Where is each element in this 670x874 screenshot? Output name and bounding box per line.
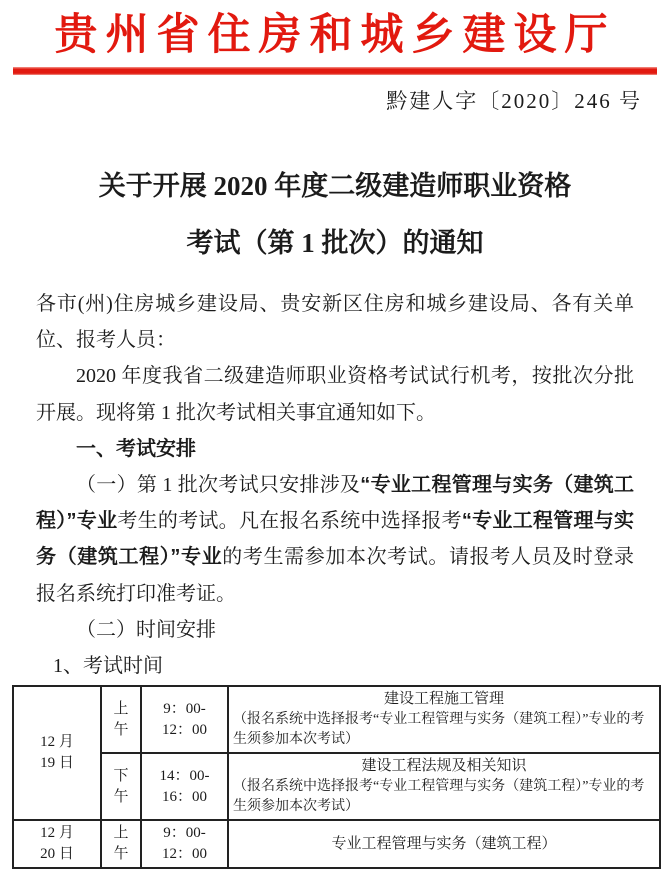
notice-title-line2: 考试（第 1 批次）的通知 bbox=[186, 228, 484, 258]
date-line1: 12 月 bbox=[40, 734, 74, 750]
subject-cell bbox=[228, 686, 660, 753]
subject-title: 建设工程法规及相关知识 bbox=[361, 758, 527, 774]
time-cell bbox=[141, 753, 228, 820]
section-heading-exam-arrangement: 一、考试安排 bbox=[76, 437, 196, 460]
subject-cell bbox=[228, 820, 660, 868]
session-line1: 上 bbox=[113, 700, 129, 717]
time-line2: 12：00 bbox=[161, 721, 207, 738]
text-segment-bold: “专业工程管理与实务（建筑工程）”专业 bbox=[36, 510, 635, 569]
notice-body bbox=[36, 286, 634, 684]
session-line1: 下 bbox=[113, 767, 129, 784]
table-row bbox=[13, 686, 660, 753]
time-line2: 12：00 bbox=[161, 846, 207, 862]
text-segment: 的考生需参加本次考试。请报考人员及时登录报名系统打印准考证。 bbox=[36, 546, 635, 605]
table-row bbox=[13, 820, 660, 868]
time-cell bbox=[141, 686, 228, 753]
item1-paragraph bbox=[36, 467, 634, 612]
subject-note: （报名系统中选择报考“专业工程管理与实务（建筑工程）”专业的考生须参加本次考试） bbox=[233, 779, 645, 814]
date-line2: 20 日 bbox=[40, 846, 74, 862]
subsection-heading-exam-time: 1、考试时间 bbox=[53, 655, 163, 678]
document-number: 黔建人字〔2020〕246 号 bbox=[386, 89, 642, 113]
session-cell-afternoon bbox=[101, 753, 141, 820]
session-cell-morning bbox=[101, 686, 141, 753]
section-heading-time-arrangement: （二）时间安排 bbox=[76, 618, 216, 641]
notice-title-line1: 关于开展 2020 年度二级建造师职业资格 bbox=[98, 171, 572, 201]
time-cell bbox=[141, 820, 228, 868]
session-line2: 午 bbox=[113, 788, 129, 805]
notice-title bbox=[0, 158, 670, 272]
text-segment-bold: “专业工程管理与实务（建筑工程）”专业 bbox=[36, 474, 635, 533]
text-segment: （一）第 1 批次考试只安排涉及 bbox=[76, 474, 361, 497]
date-line1: 12 月 bbox=[40, 825, 74, 841]
salutation: 各市(州)住房城乡建设局、贵安新区住房和城乡建设局、各有关单位、报考人员： bbox=[36, 293, 634, 352]
exam-schedule-table bbox=[12, 685, 661, 869]
session-cell-morning bbox=[101, 820, 141, 868]
subject-note: （报名系统中选择报考“专业工程管理与实务（建筑工程）”专业的考生须参加本次考试） bbox=[233, 712, 645, 747]
session-line1: 上 bbox=[113, 825, 129, 841]
time-line1: 9：00- bbox=[163, 700, 206, 717]
date-cell-dec20 bbox=[13, 820, 101, 868]
agency-letterhead: 贵州省住房和城乡建设厅 bbox=[54, 12, 616, 59]
session-line2: 午 bbox=[113, 721, 129, 738]
subject-title: 专业工程管理与实务（建筑工程） bbox=[331, 835, 557, 852]
time-line2: 16：00 bbox=[161, 788, 207, 805]
table-row bbox=[13, 753, 660, 820]
session-line2: 午 bbox=[113, 846, 129, 862]
subject-cell bbox=[228, 753, 660, 820]
time-line1: 14：00- bbox=[159, 767, 210, 784]
date-cell-dec19 bbox=[13, 686, 101, 820]
time-line1: 9：00- bbox=[163, 825, 206, 841]
subject-title: 建设工程施工管理 bbox=[383, 691, 504, 707]
intro-paragraph: 2020 年度我省二级建造师职业资格考试试行机考，按批次分批开展。现将第 1 批次考试相关事宜通知如下。 bbox=[36, 365, 634, 424]
text-segment: 考生的考试。凡在报名系统中选择报考 bbox=[117, 510, 462, 533]
red-divider-rule bbox=[13, 67, 657, 75]
date-line2: 19 日 bbox=[40, 755, 74, 771]
